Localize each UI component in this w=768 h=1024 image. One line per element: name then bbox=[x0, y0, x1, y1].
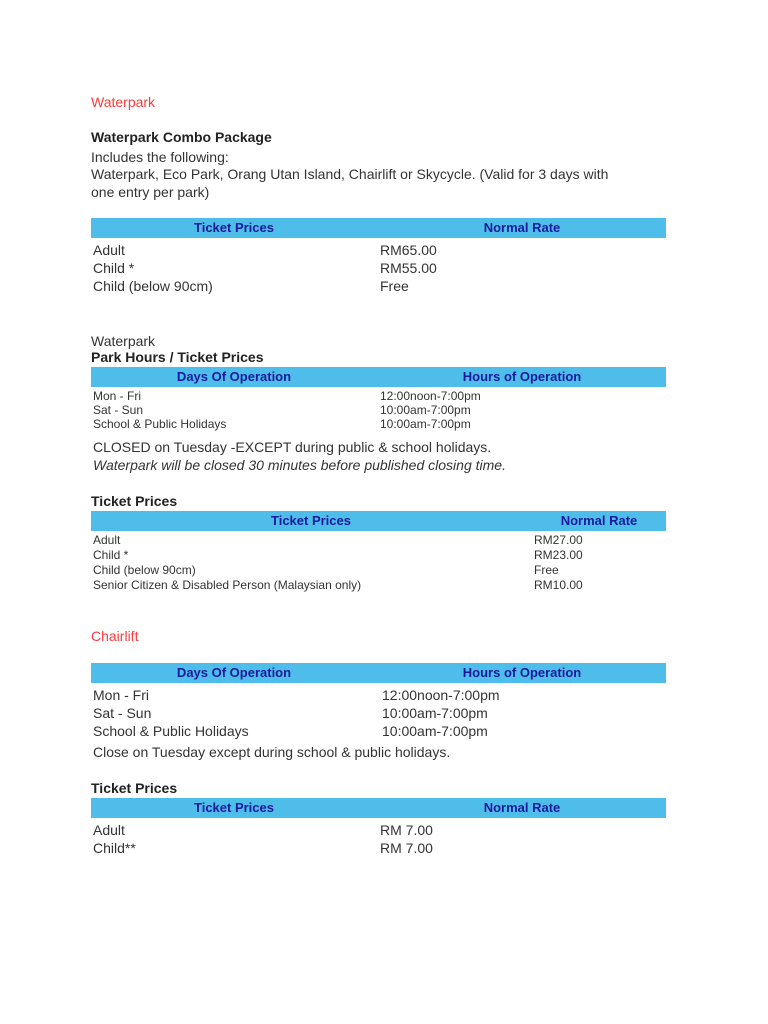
header-hours-of-operation: Hours of Operation bbox=[462, 665, 582, 680]
header-ticket-prices: Ticket Prices bbox=[194, 800, 274, 815]
row-price: RM27.00 bbox=[534, 533, 583, 547]
row-hours: 10:00am-7:00pm bbox=[380, 417, 471, 431]
row-price: RM10.00 bbox=[534, 578, 583, 592]
row-price: RM55.00 bbox=[380, 260, 437, 276]
header-hours-of-operation: Hours of Operation bbox=[462, 369, 582, 384]
header-normal-rate: Normal Rate bbox=[483, 220, 561, 235]
row-hours: 10:00am-7:00pm bbox=[382, 705, 488, 721]
row-price: RM65.00 bbox=[380, 242, 437, 258]
row-label: Adult bbox=[93, 533, 121, 547]
ticket-table-header bbox=[91, 511, 666, 531]
row-price: RM 7.00 bbox=[380, 840, 433, 856]
closed-note: CLOSED on Tuesday -EXCEPT during public & school holidays. bbox=[93, 439, 492, 455]
row-day: School & Public Holidays bbox=[93, 417, 227, 431]
row-label: Adult bbox=[93, 822, 125, 838]
chairlift-ticket-heading: Ticket Prices bbox=[91, 780, 178, 796]
header-normal-rate: Normal Rate bbox=[560, 513, 638, 528]
chairlift-note: Close on Tuesday except during school & public holidays. bbox=[93, 744, 451, 760]
row-label: Child * bbox=[93, 548, 129, 562]
row-label: Senior Citizen & Disabled Person (Malaysian only) bbox=[93, 578, 362, 592]
row-label: Child (below 90cm) bbox=[93, 278, 213, 294]
row-label: Child (below 90cm) bbox=[93, 563, 196, 577]
chairlift-hours-header bbox=[91, 663, 666, 683]
chairlift-ticket-header bbox=[91, 798, 666, 818]
ticket-prices-heading: Ticket Prices bbox=[91, 493, 178, 509]
row-price: Free bbox=[534, 563, 559, 577]
header-days-of-operation: Days Of Operation bbox=[176, 369, 292, 384]
header-normal-rate: Normal Rate bbox=[483, 800, 561, 815]
combo-package-title: Waterpark Combo Package bbox=[91, 129, 272, 145]
section-title-chairlift: Chairlift bbox=[91, 628, 139, 644]
includes-label: Includes the following: bbox=[91, 149, 229, 165]
header-ticket-prices: Ticket Prices bbox=[271, 513, 351, 528]
row-label: Adult bbox=[93, 242, 125, 258]
row-hours: 12:00noon-7:00pm bbox=[380, 389, 481, 403]
row-day: Mon - Fri bbox=[93, 389, 141, 403]
includes-line-1: Waterpark, Eco Park, Orang Utan Island, Chairlift or Skycycle. (Valid for 3 days with bbox=[91, 166, 609, 182]
combo-table-header bbox=[91, 218, 666, 238]
row-price: Free bbox=[380, 278, 409, 294]
includes-line-2: one entry per park) bbox=[91, 184, 210, 200]
header-days-of-operation: Days Of Operation bbox=[176, 665, 292, 680]
row-price: RM 7.00 bbox=[380, 822, 433, 838]
row-hours: 10:00am-7:00pm bbox=[380, 403, 471, 417]
row-label: Child** bbox=[93, 840, 136, 856]
row-day: Sat - Sun bbox=[93, 705, 152, 721]
row-label: Child * bbox=[93, 260, 135, 276]
header-ticket-prices: Ticket Prices bbox=[194, 220, 274, 235]
park-hours-heading: Park Hours / Ticket Prices bbox=[91, 349, 264, 365]
row-day: School & Public Holidays bbox=[93, 723, 249, 739]
section-title-waterpark: Waterpark bbox=[91, 94, 156, 110]
row-day: Mon - Fri bbox=[93, 687, 149, 703]
hours-table-header bbox=[91, 367, 666, 387]
row-hours: 12:00noon-7:00pm bbox=[382, 687, 500, 703]
row-price: RM23.00 bbox=[534, 548, 583, 562]
row-day: Sat - Sun bbox=[93, 403, 144, 417]
waterpark-subtitle: Waterpark bbox=[91, 333, 156, 349]
row-hours: 10:00am-7:00pm bbox=[382, 723, 488, 739]
closing-time-note: Waterpark will be closed 30 minutes before published closing time. bbox=[93, 457, 506, 473]
